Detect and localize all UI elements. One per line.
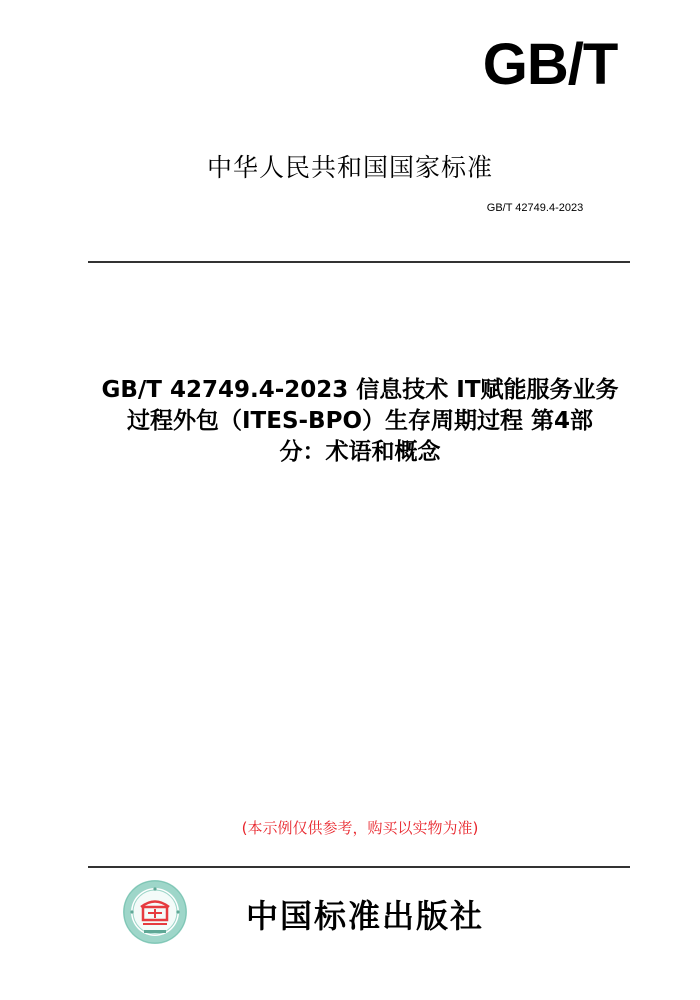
- top-divider: [88, 261, 630, 263]
- document-title-line-2: 过程外包（ITES-BPO）生存周期过程 第4部: [126, 408, 594, 434]
- document-title: [50, 375, 670, 468]
- standard-category-heading: 中华人民共和国国家标准: [206, 153, 493, 182]
- sample-disclaimer: (本示例仅供参考，购买以实物为准): [241, 819, 479, 837]
- standard-code: GB/T 42749.4-2023: [486, 202, 584, 214]
- document-title-line-1: GB/T 42749.4-2023 信息技术 IT赋能服务业务: [101, 377, 619, 403]
- document-title-line-3: 分：术语和概念: [279, 439, 441, 465]
- gbt-logo: GB/T: [482, 32, 618, 97]
- bottom-divider: [88, 866, 630, 868]
- publisher-name: 中国标准出版社: [245, 897, 484, 935]
- publisher-seal-icon: [122, 879, 188, 945]
